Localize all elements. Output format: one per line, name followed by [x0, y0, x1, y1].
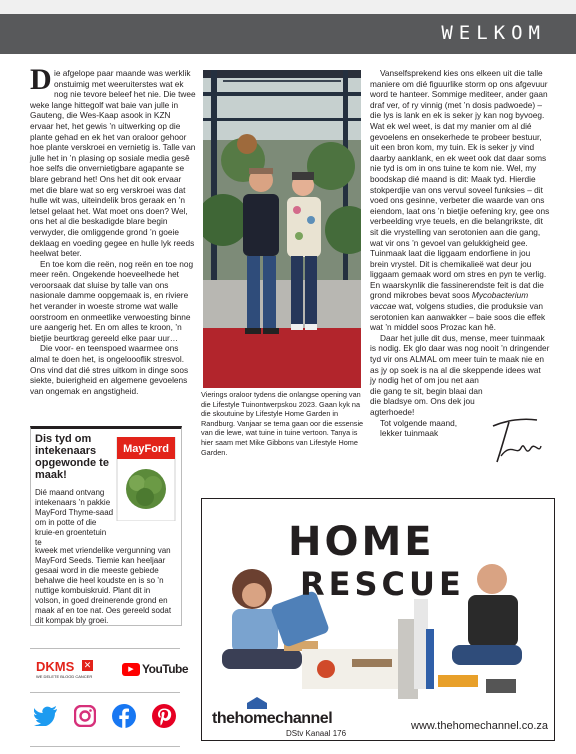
feature-photo — [203, 70, 361, 388]
promo-text: Dié maand ontvang intekenaars ’n pakkie MayFord Thyme-saad om in potte of die kruie-en groentetuin te — [35, 488, 114, 547]
dkms-logo[interactable] — [36, 659, 98, 683]
mayford-seed-packet — [115, 437, 177, 521]
dkms-tagline: WE DELETE BLOOD CANCER — [36, 674, 93, 679]
dropcap: D — [30, 63, 52, 96]
instagram-icon[interactable] — [74, 705, 96, 727]
photo-illustration — [203, 70, 361, 388]
paragraph-text: wat, volgens studies, die produksie van serotonien kan aanwakker – baie soos die effek wat ’n middel soos Prozac kan hê. — [370, 301, 546, 333]
pinterest-icon[interactable] — [152, 704, 176, 728]
column-3 — [370, 68, 550, 439]
paragraph: jy nodig het of om jou net aan die gang te sit, begin blaai dan die bladsye om. Ons dek jou agterhoede! — [370, 375, 483, 417]
social-icons — [30, 702, 180, 732]
photo-caption: Vierings oraloor tydens die onlangse opening van die Lifestyle Tuinontwerpskou 2023. Gaan kyk na die skoutuine by Lifestyle Home Garden in Randburg. Vanjaar se tema gaan oor die essensie van die lewe, wat tuine in tuine vertoon. Tanya is hier saam met Mike Gibbons van Lifestyle Home Garden. — [201, 390, 364, 457]
youtube-wordmark: YouTube — [142, 662, 189, 676]
divider — [30, 746, 180, 747]
paragraph: Die voor- en teenspoed waarmee ons almal te doen het, is ongeloooflik stresvol. Ons vind dat dié stres uitkom in dinge soos siekte, buierigheid en algemene gevoelens van ongemak en angstigheid. — [30, 343, 189, 396]
promo-text: kweek met vriendelike vergunning van MayFord Seeds. Tiemie kan heeljaar gesaai word in die meeste gebiede behalwe die heel koudste en is so ’n nuttige kombuiskruid. Plant dit in volson, in goed dreinerende grond en maak af en toe nat. Oes gereeld sodat dit kompak bly groei. — [35, 546, 172, 625]
paragraph-text: Vanselfsprekend kies ons elkeen uit die talle maniere om dié figuurlike storm op ons afgevuur word te hanteer. Sommige mediteer, ander gaan draf ver, of ry vinnig (met ’n dosis padwoede) – die lys is lank en ek is seker jy kan nog byvoeg. Wat ek wel weet, is dat my manier om al dié gevoelens en onsekerhede te probeer bestuur, uit een bron kom, my tuin. Ek is seker jy vind daarby aanklank, en ek weet ook dat daar soms nie tyd is om in ons tuine te kom nie. Wel, my boodskap dié maand is dit: Maak tyd. Hierdie stokperdjie van ons vervul soveel funksies – dit voed ons gesinne, verbeter die waarde van ons eiendom, laat ons ’n bietjie oefening kry, gee ons verbeelding vrye teuels, en die belangrikste, dit sit die vrystelling van serotonien aan die gang, wat vir ons ’n gevoel van gelukkigheid gee. Tuinmaak laat die liggaam endorfiene in jou brein vrystel. Dit is chemikalieë wat deur jou liggaam gemaak word om stres en pyn te verlig. En waarskynlik die fassinerendste feit is dat die grond mikrobes bevat soos — [370, 68, 550, 301]
promo-box — [30, 426, 182, 626]
paragraph: Daar het julle dit dus, mense, meer tuinmaak is nodig. Ek glo daar was nog nooit ’n dringender tyd vir ons ALMAL om meer tuin te maak nie en as jy op soek is na al die skeppende idees wat — [370, 332, 550, 375]
section-title: WELKOM — [441, 22, 546, 44]
ad-url[interactable]: www.thehomechannel.co.za — [411, 720, 548, 732]
signature-drawing — [489, 412, 543, 470]
ad-title-rescue: RESCUE — [300, 565, 465, 603]
packet-brand: MayFord — [123, 443, 169, 455]
youtube-play-icon: ▶ — [122, 663, 140, 676]
ad-title-home: HOME — [288, 519, 435, 565]
sign-off: lekker tuinmaak — [380, 428, 439, 439]
promo-title: Dis tyd om intekenaars opgewonde te maak! — [35, 433, 109, 481]
ad-channel-name: thehomechannel — [212, 710, 333, 727]
divider — [30, 648, 180, 649]
dkms-wordmark: DKMS — [36, 659, 75, 674]
twitter-icon[interactable] — [34, 706, 58, 726]
signature — [489, 412, 543, 470]
sponsor-logos — [30, 655, 189, 685]
facebook-icon[interactable] — [112, 704, 136, 728]
dkms-cross-icon: ✕ — [83, 660, 92, 670]
paragraph: ie afgelope paar maande was werklik onstuimig met weeruiterstes wat ek nog nie tevore beleef het nie. Die twee weke lange hittegolf wat baie van julle in Gauteng, die Wes-Kaap asook in KZN ervaar het, het gewis ’n uitwerking op die plante gehad en ek het van oraloor gehoor hoe plante verskroei en vernietig is. Talle van julle het in ’n plasing op sosiale media gesê hoe selfs die onvernietigbare agapante se blare gebrand het! Ons het dit ook ervaar met die blare wat so erg verskroei was dat hulle wit was, uiteindelik bros geraak en ’n letsel gelaat het. Wat moet ons doen? Wel, ons het al die beskadigde blare begin verwyder, die omliggende grond ’n goeie deklaag en voeding gegee en hulle lyk reeds heelwat beter. — [30, 68, 196, 259]
divider — [30, 692, 180, 693]
paragraph — [370, 68, 550, 333]
home-channel-icon — [246, 696, 268, 710]
youtube-logo[interactable] — [122, 661, 189, 679]
home-rescue-ad[interactable] — [201, 498, 555, 741]
ad-channel-number: DStv Kanaal 176 — [286, 729, 347, 738]
paragraph: En toe kom die reën, nog reën en toe nog meer reën. Ongekende hoeveelhede het veroorsaak dat sluise by talle van ons nasionale damme oopgemaak is, en riviere het verander in woeste strome wat walle oorstroom en onmeetlike verwoesting binne ure aangerig het. En om alles te kroon, ’n bietjie beurtkrag gereeld elke paar uur… — [30, 258, 194, 343]
sign-off: Tot volgende maand, — [380, 417, 458, 428]
italic-term: Mycobacterium vaccae — [370, 290, 529, 312]
column-1 — [30, 63, 196, 396]
seed-packet-image — [115, 437, 177, 521]
